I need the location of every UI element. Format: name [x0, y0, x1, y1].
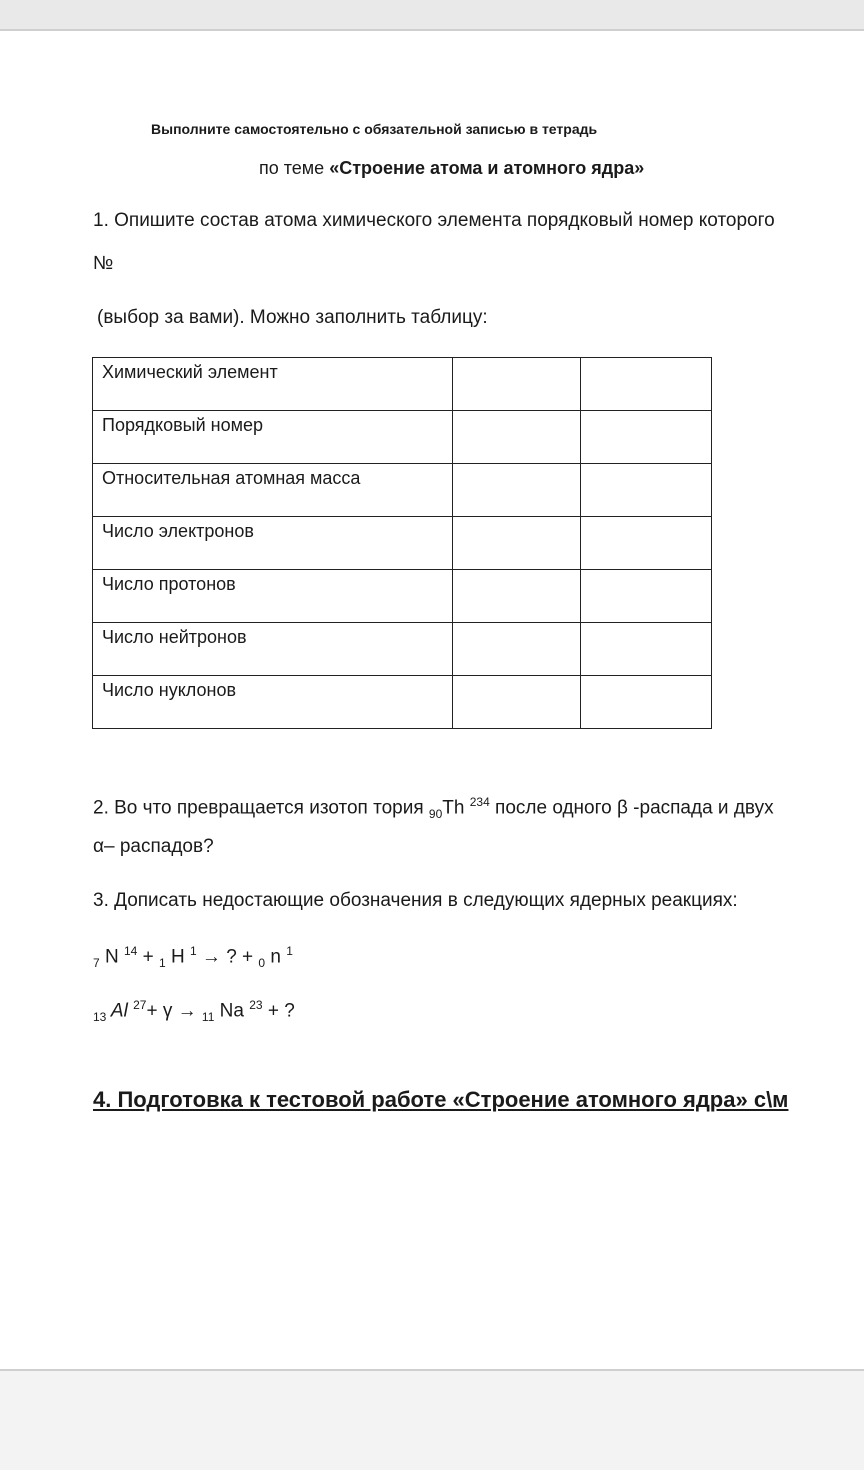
table-cell-empty [581, 411, 712, 464]
viewer-top-bar [0, 0, 864, 31]
table-cell-empty [452, 570, 581, 623]
question-2-line-1 [93, 795, 774, 821]
table-cell-empty [581, 623, 712, 676]
aluminium-atomic-number: 13 [93, 1010, 107, 1025]
table-row-label: Число электронов [93, 517, 453, 570]
thorium-mass-number: 234 [469, 795, 490, 809]
viewer-bottom-bar [0, 1369, 864, 1470]
instruction-text: Выполните самостоятельно с обязательной записью в тетрадь [151, 121, 598, 137]
reaction-arrow: → ? + [196, 946, 259, 968]
topic-title: «Строение атома и атомного ядра» [329, 158, 645, 178]
table-cell-empty [581, 358, 712, 411]
plus-sign: + [137, 946, 159, 968]
question-2-text-after: после одного β -распада и двух [489, 797, 774, 819]
table-row [93, 570, 712, 623]
table-row [93, 676, 712, 729]
table-cell-empty [452, 676, 581, 729]
reaction-arrow: + γ → [146, 1000, 202, 1022]
element-table [92, 357, 712, 729]
table-row [93, 411, 712, 464]
table-row [93, 517, 712, 570]
sodium-mass-number: 23 [249, 998, 263, 1012]
question-2-line-2: α– распадов? [93, 836, 214, 857]
table-cell-empty [452, 517, 581, 570]
table-row [93, 623, 712, 676]
table-row-label: Порядковый номер [93, 411, 453, 464]
neutron-mass-number: 1 [286, 944, 293, 958]
sodium-symbol: Na [214, 1000, 250, 1022]
question-3: 3. Дописать недостающие обозначения в следующих ядерных реакциях: [93, 890, 738, 911]
sodium-atomic-number: 11 [201, 1010, 215, 1025]
thorium-symbol: Th [442, 797, 470, 819]
nitrogen-symbol: N [99, 946, 124, 968]
hydrogen-symbol: H [165, 946, 190, 968]
neutron-charge: 0 [258, 956, 266, 971]
neutron-symbol: n [265, 946, 287, 968]
table-cell-empty [581, 517, 712, 570]
nitrogen-mass-number: 14 [123, 944, 138, 958]
topic-heading [259, 158, 644, 179]
table-cell-empty [452, 623, 581, 676]
hydrogen-atomic-number: 1 [158, 956, 166, 971]
nuclear-reaction-2 [93, 998, 295, 1024]
table-cell-empty [452, 358, 581, 411]
hydrogen-mass-number: 1 [189, 944, 197, 958]
table-row-label: Относительная атомная масса [93, 464, 453, 517]
thorium-atomic-number: 90 [428, 807, 443, 822]
table-row-label: Число нейтронов [93, 623, 453, 676]
aluminium-mass-number: 27 [133, 998, 147, 1012]
question-4-heading: 4. Подготовка к тестовой работе «Строение атомного ядра» с\м [93, 1087, 789, 1112]
question-2-text-before: 2. Во что превращается изотоп тория [93, 797, 429, 819]
question-1-line-2: № [93, 253, 114, 274]
table-row-label: Число протонов [93, 570, 453, 623]
table-row-label: Число нуклонов [93, 676, 453, 729]
table-cell-empty [452, 411, 581, 464]
table-row [93, 358, 712, 411]
reaction-end: + ? [262, 1000, 295, 1022]
nuclear-reaction-1 [93, 944, 293, 970]
topic-prefix: по теме [259, 158, 330, 178]
aluminium-symbol: Al [106, 1000, 134, 1022]
question-1-line-3: (выбор за вами). Можно заполнить таблицу: [97, 307, 488, 328]
table-row-label: Химический элемент [93, 358, 453, 411]
question-1-line-1: 1. Опишите состав атома химического элемента порядковый номер которого [93, 210, 775, 231]
table-row [93, 464, 712, 517]
table-cell-empty [581, 464, 712, 517]
table-cell-empty [581, 570, 712, 623]
table-cell-empty [452, 464, 581, 517]
table-cell-empty [581, 676, 712, 729]
nitrogen-atomic-number: 7 [93, 956, 100, 971]
